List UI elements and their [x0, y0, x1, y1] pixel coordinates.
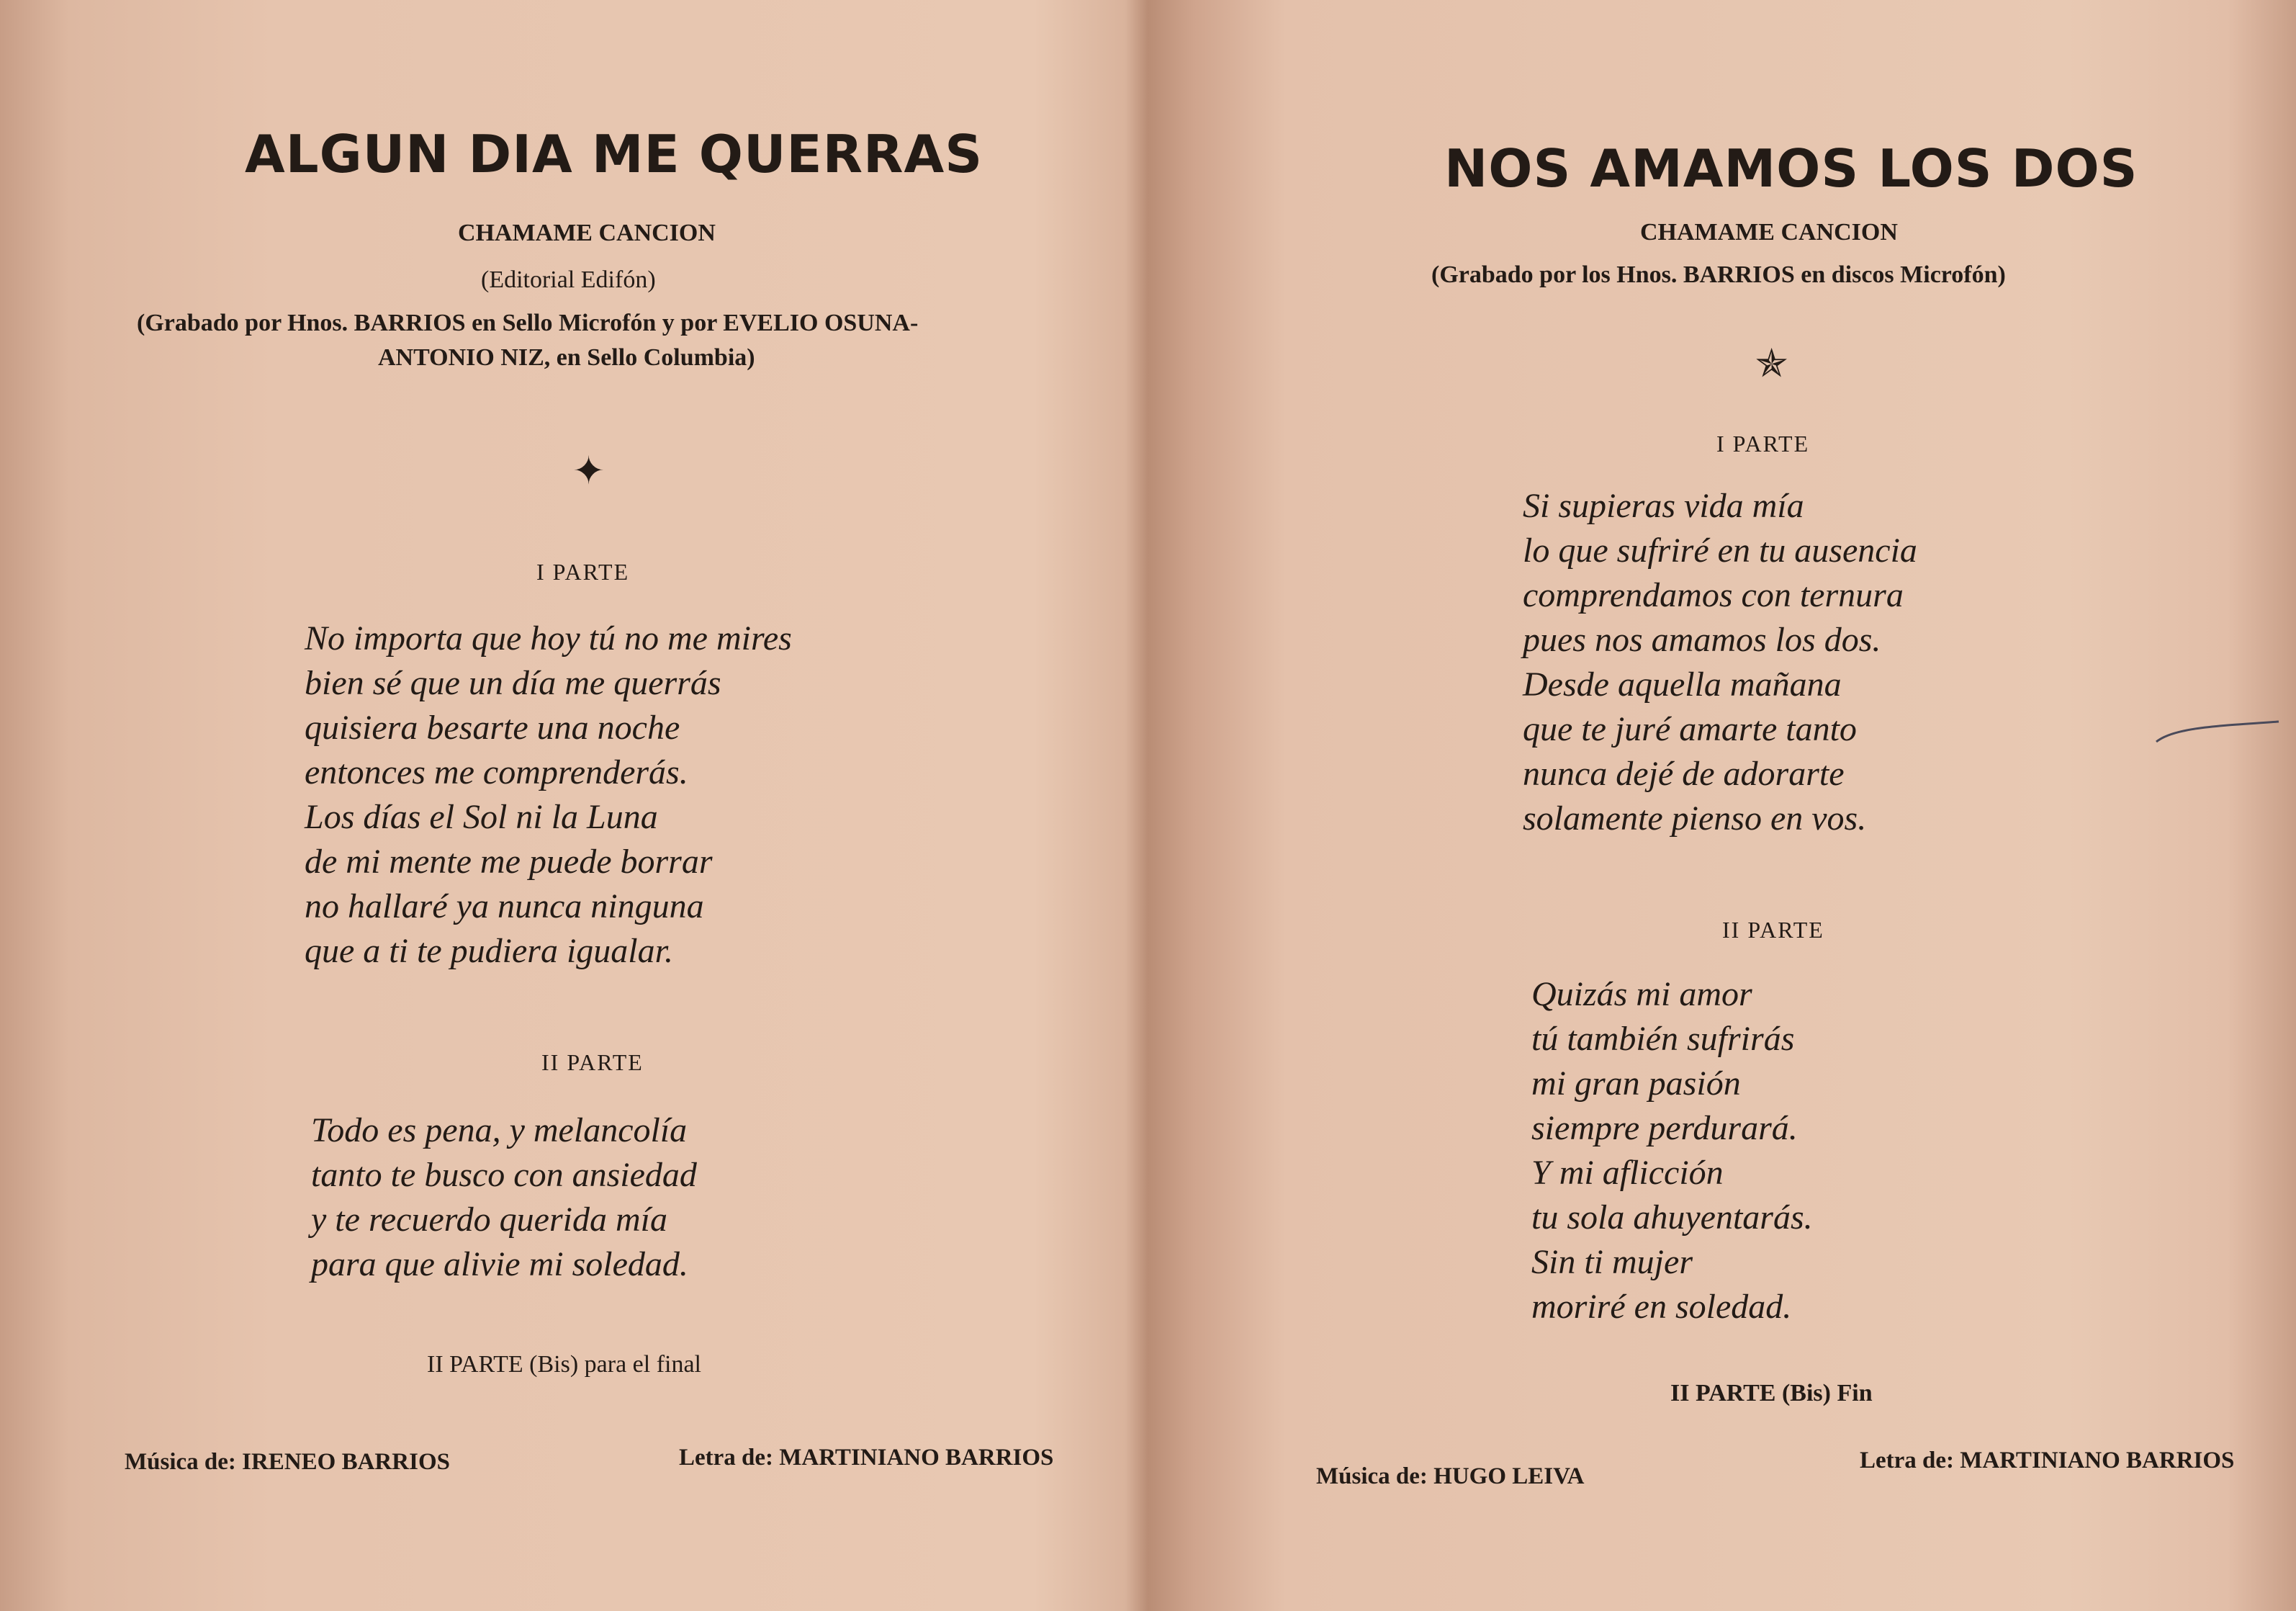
verse-line: siempre perdurará.: [1531, 1109, 1798, 1147]
verse-line: para que alivie mi soledad.: [311, 1245, 688, 1283]
verse-line: moriré en soledad.: [1531, 1288, 1792, 1326]
left-part2-verses: [311, 1108, 697, 1287]
verse-line: Y mi aflicción: [1531, 1154, 1724, 1192]
verse-line: Todo es pena, y melancolía: [311, 1111, 688, 1149]
right-part1-heading: I PARTE: [1716, 431, 1810, 457]
left-part2-heading: II PARTE: [541, 1049, 644, 1075]
verse-line: y te recuerdo querida mía: [311, 1201, 667, 1239]
verse-line: nunca dejé de adorarte: [1523, 755, 1845, 793]
pencil-mark-icon: [2153, 713, 2282, 756]
verse-line: Desde aquella mañana: [1523, 665, 1842, 704]
left-part1-verses: [305, 616, 792, 974]
right-page: [1181, 0, 2296, 1611]
left-part1-heading: I PARTE: [536, 559, 630, 585]
star-ornament-icon: ✦: [572, 449, 605, 493]
verse-line: entonces me comprenderás.: [305, 753, 688, 791]
verse-line: solamente pienso en vos.: [1523, 799, 1867, 838]
right-part1-verses: [1523, 484, 1917, 841]
left-page: [0, 0, 1145, 1611]
right-part2-verses: [1531, 972, 1813, 1329]
verse-line: pues nos amamos los dos.: [1523, 621, 1881, 659]
verse-line: que te juré amarte tanto: [1523, 710, 1857, 748]
verse-line: tú también sufrirás: [1531, 1020, 1795, 1058]
verse-line: tu sola ahuyentarás.: [1531, 1198, 1813, 1237]
verse-line: Si supieras vida mía: [1523, 487, 1804, 525]
verse-line: Los días el Sol ni la Luna: [305, 798, 658, 836]
verse-line: quisiera besarte una noche: [305, 709, 680, 747]
right-song-title: NOS AMAMOS LOS DOS: [1444, 138, 2138, 199]
right-lyrics-credit: Letra de: MARTINIANO BARRIOS: [1860, 1448, 2235, 1473]
left-music-credit: Música de: IRENEO BARRIOS: [125, 1449, 450, 1475]
left-recorded-line1: (Grabado por Hnos. BARRIOS en Sello Microfón y por EVELIO OSUNA-: [137, 310, 919, 336]
verse-line: lo que sufriré en tu ausencia: [1523, 531, 1917, 570]
left-song-title: ALGUN DIA ME QUERRAS: [245, 124, 983, 184]
verse-line: comprendamos con ternura: [1523, 576, 1904, 614]
verse-line: tanto te busco con ansiedad: [311, 1156, 697, 1194]
left-recorded-line2: ANTONIO NIZ, en Sello Columbia): [378, 344, 755, 371]
verse-line: de mi mente me puede borrar: [305, 843, 713, 881]
verse-line: que a ti te pudiera igualar.: [305, 932, 673, 970]
verse-line: Quizás mi amor: [1531, 975, 1752, 1013]
left-genre: CHAMAME CANCION: [458, 220, 716, 246]
left-publisher: (Editorial Edifón): [481, 266, 656, 293]
right-genre: CHAMAME CANCION: [1640, 219, 1898, 246]
verse-line: no hallaré ya nunca ninguna: [305, 887, 704, 925]
verse-line: Sin ti mujer: [1531, 1243, 1693, 1281]
verse-line: No importa que hoy tú no me mires: [305, 619, 792, 658]
verse-line: bien sé que un día me querrás: [305, 664, 721, 702]
verse-line: mi gran pasión: [1531, 1064, 1741, 1103]
star-ornament-icon: ✯: [1755, 342, 1788, 385]
left-lyrics-credit: Letra de: MARTINIANO BARRIOS: [679, 1445, 1054, 1471]
right-recorded: (Grabado por los Hnos. BARRIOS en discos Microfón): [1431, 261, 2006, 288]
right-repeat-note: II PARTE (Bis) Fin: [1670, 1380, 1873, 1406]
right-music-credit: Música de: HUGO LEIVA: [1316, 1463, 1585, 1489]
right-part2-heading: II PARTE: [1722, 917, 1824, 943]
left-repeat-note: II PARTE (Bis) para el final: [427, 1351, 702, 1378]
